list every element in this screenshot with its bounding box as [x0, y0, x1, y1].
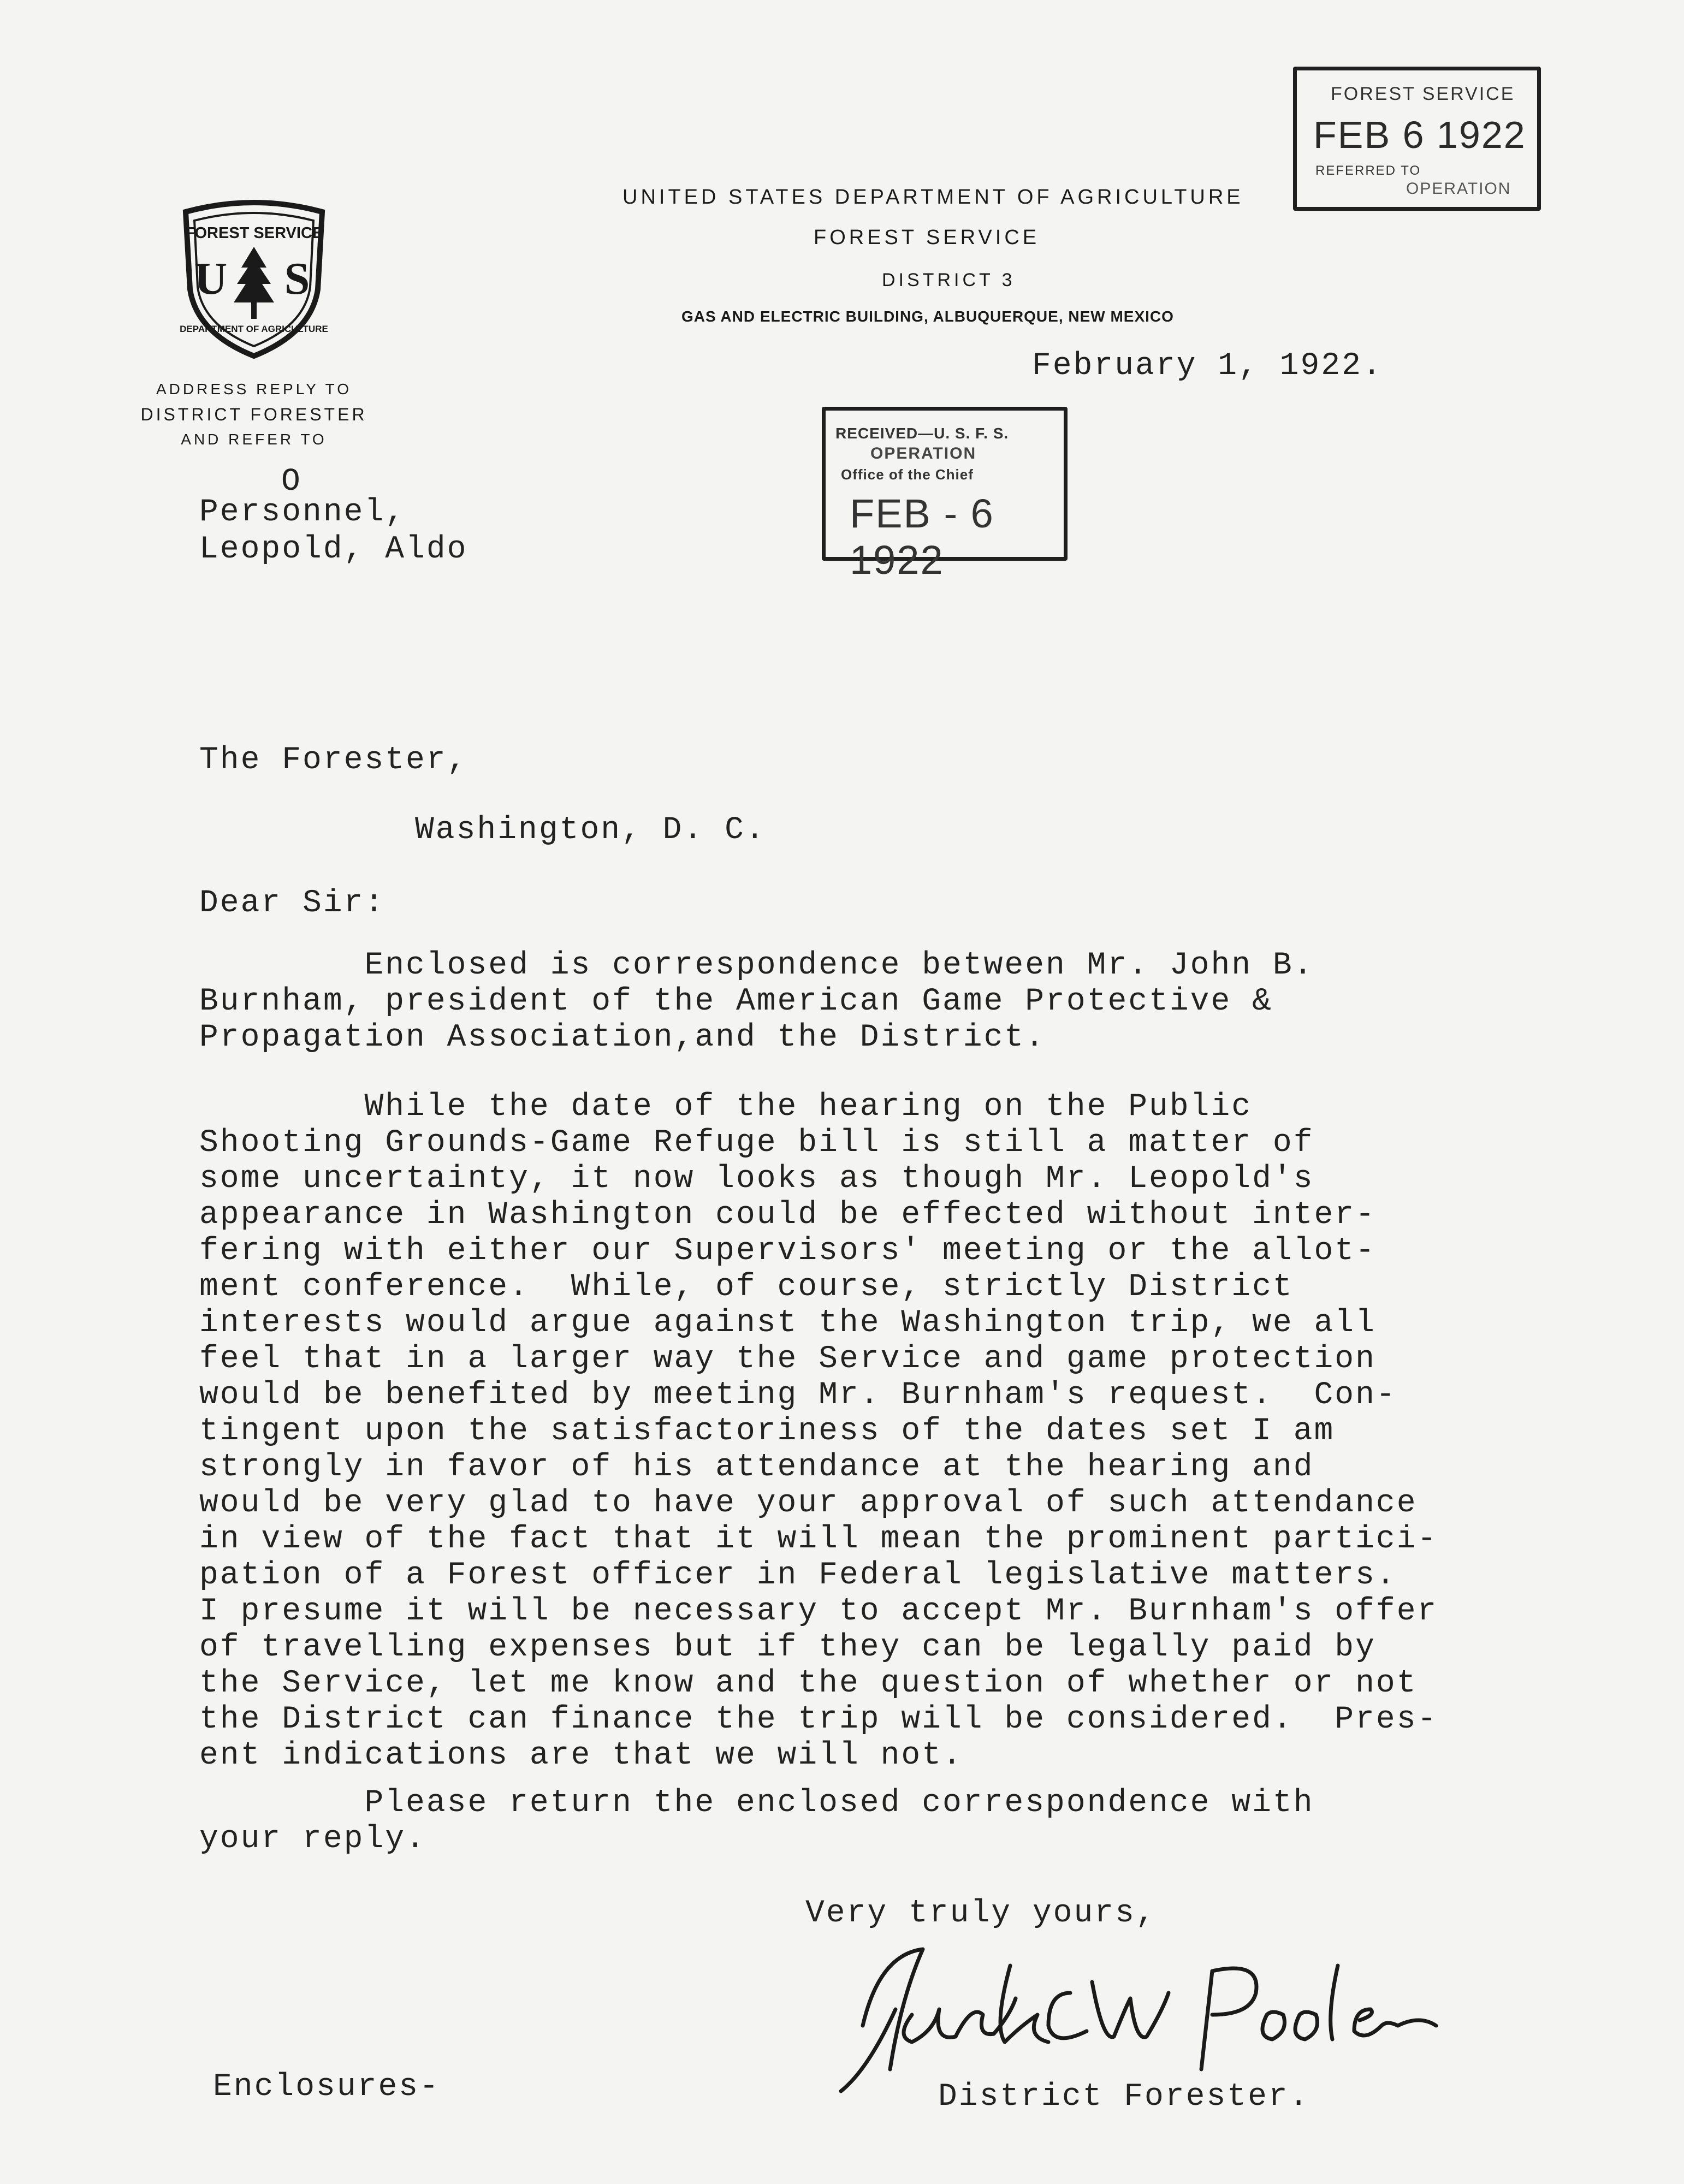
enclosures-note: Enclosures- [213, 2069, 440, 2105]
letterhead-department: UNITED STATES DEPARTMENT OF AGRICULTURE [622, 186, 1244, 209]
stamp-office: Office of the Chief [841, 466, 974, 483]
reference-line: Leopold, Aldo [199, 532, 468, 567]
forest-service-shield-logo [175, 197, 333, 360]
address-reply-block [123, 377, 385, 452]
logo-top-text: FOREST SERVICE [185, 224, 323, 242]
stamp-referred: REFERRED TO [1315, 163, 1421, 178]
addressee-city: Washington, D. C. [415, 812, 766, 848]
operation-received-stamp [822, 407, 1068, 583]
stamp-date: FEB 6 1922 [1313, 114, 1526, 156]
address-reply-line: AND REFER TO [181, 431, 327, 448]
salutation: Dear Sir: [199, 886, 386, 921]
letterhead-service: FOREST SERVICE [814, 226, 1040, 249]
logo-letter-s: S [284, 253, 310, 304]
forest-service-received-stamp [1293, 67, 1541, 211]
stamp-date: FEB - 6 1922 [850, 491, 994, 583]
stamp-received: RECEIVED—U. S. F. S. [835, 425, 1009, 442]
reference-code: O [281, 464, 302, 500]
addressee-name: The Forester, [199, 743, 468, 778]
closing: Very truly yours, [805, 1896, 1157, 1931]
stamp-operation: OPERATION [870, 444, 977, 462]
signer-title: District Forester. [938, 2079, 1310, 2115]
letter-date: February 1, 1922. [1032, 348, 1383, 384]
address-reply-line: ADDRESS REPLY TO [156, 381, 352, 397]
logo-bottom-text: DEPARTMENT OF AGRICULTURE [180, 324, 328, 334]
stamp-department: OPERATION [1406, 180, 1511, 198]
handwritten-signature [830, 1933, 1452, 2097]
stamp-header: FOREST SERVICE [1331, 84, 1515, 104]
letterhead-district: DISTRICT 3 [882, 270, 1016, 290]
reference-line: Personnel, [199, 495, 406, 530]
body-paragraph: While the date of the hearing on the Public Shooting Grounds-Game Refuge bill is still a matter of some uncertainty, it now looks as though Mr. Leopold's appearance in Washington could be effected without inter- fering with either our Supervisors' meeting or the allot- ment conference. While, of course, strictly District interests would argue against the Washington trip, we all feel that in a larger way the Service and game protection would be benefited by meeting Mr. Burnham's request. Con- tingent upon the satisfactoriness of the dates set I am strongly in favor of his attendance at the hearing and would be very glad to have your approval of such attendance in view of the fact that it will mean the prominent partici- pation of a Forest officer in Federal legislative matters. I presume it will be necessary to accept Mr. Burnham's offer of travelling expenses but if they can be legally paid by the Service, let me know and the question of whether or not the District can finance the trip will be considered. Pres- ent indications are that we will not. [199, 1089, 1438, 1773]
letterhead-address: GAS AND ELECTRIC BUILDING, ALBUQUERQUE, NEW MEXICO [681, 308, 1174, 325]
body-paragraph: Enclosed is correspondence between Mr. John B. Burnham, president of the American Game Protective & Propagation Association,and the District. [199, 948, 1314, 1055]
logo-letter-u: U [194, 253, 228, 304]
body-paragraph: Please return the enclosed correspondence with your reply. [199, 1785, 1314, 1857]
pine-tree-icon [234, 247, 274, 319]
address-reply-line: DISTRICT FORESTER [140, 405, 367, 424]
